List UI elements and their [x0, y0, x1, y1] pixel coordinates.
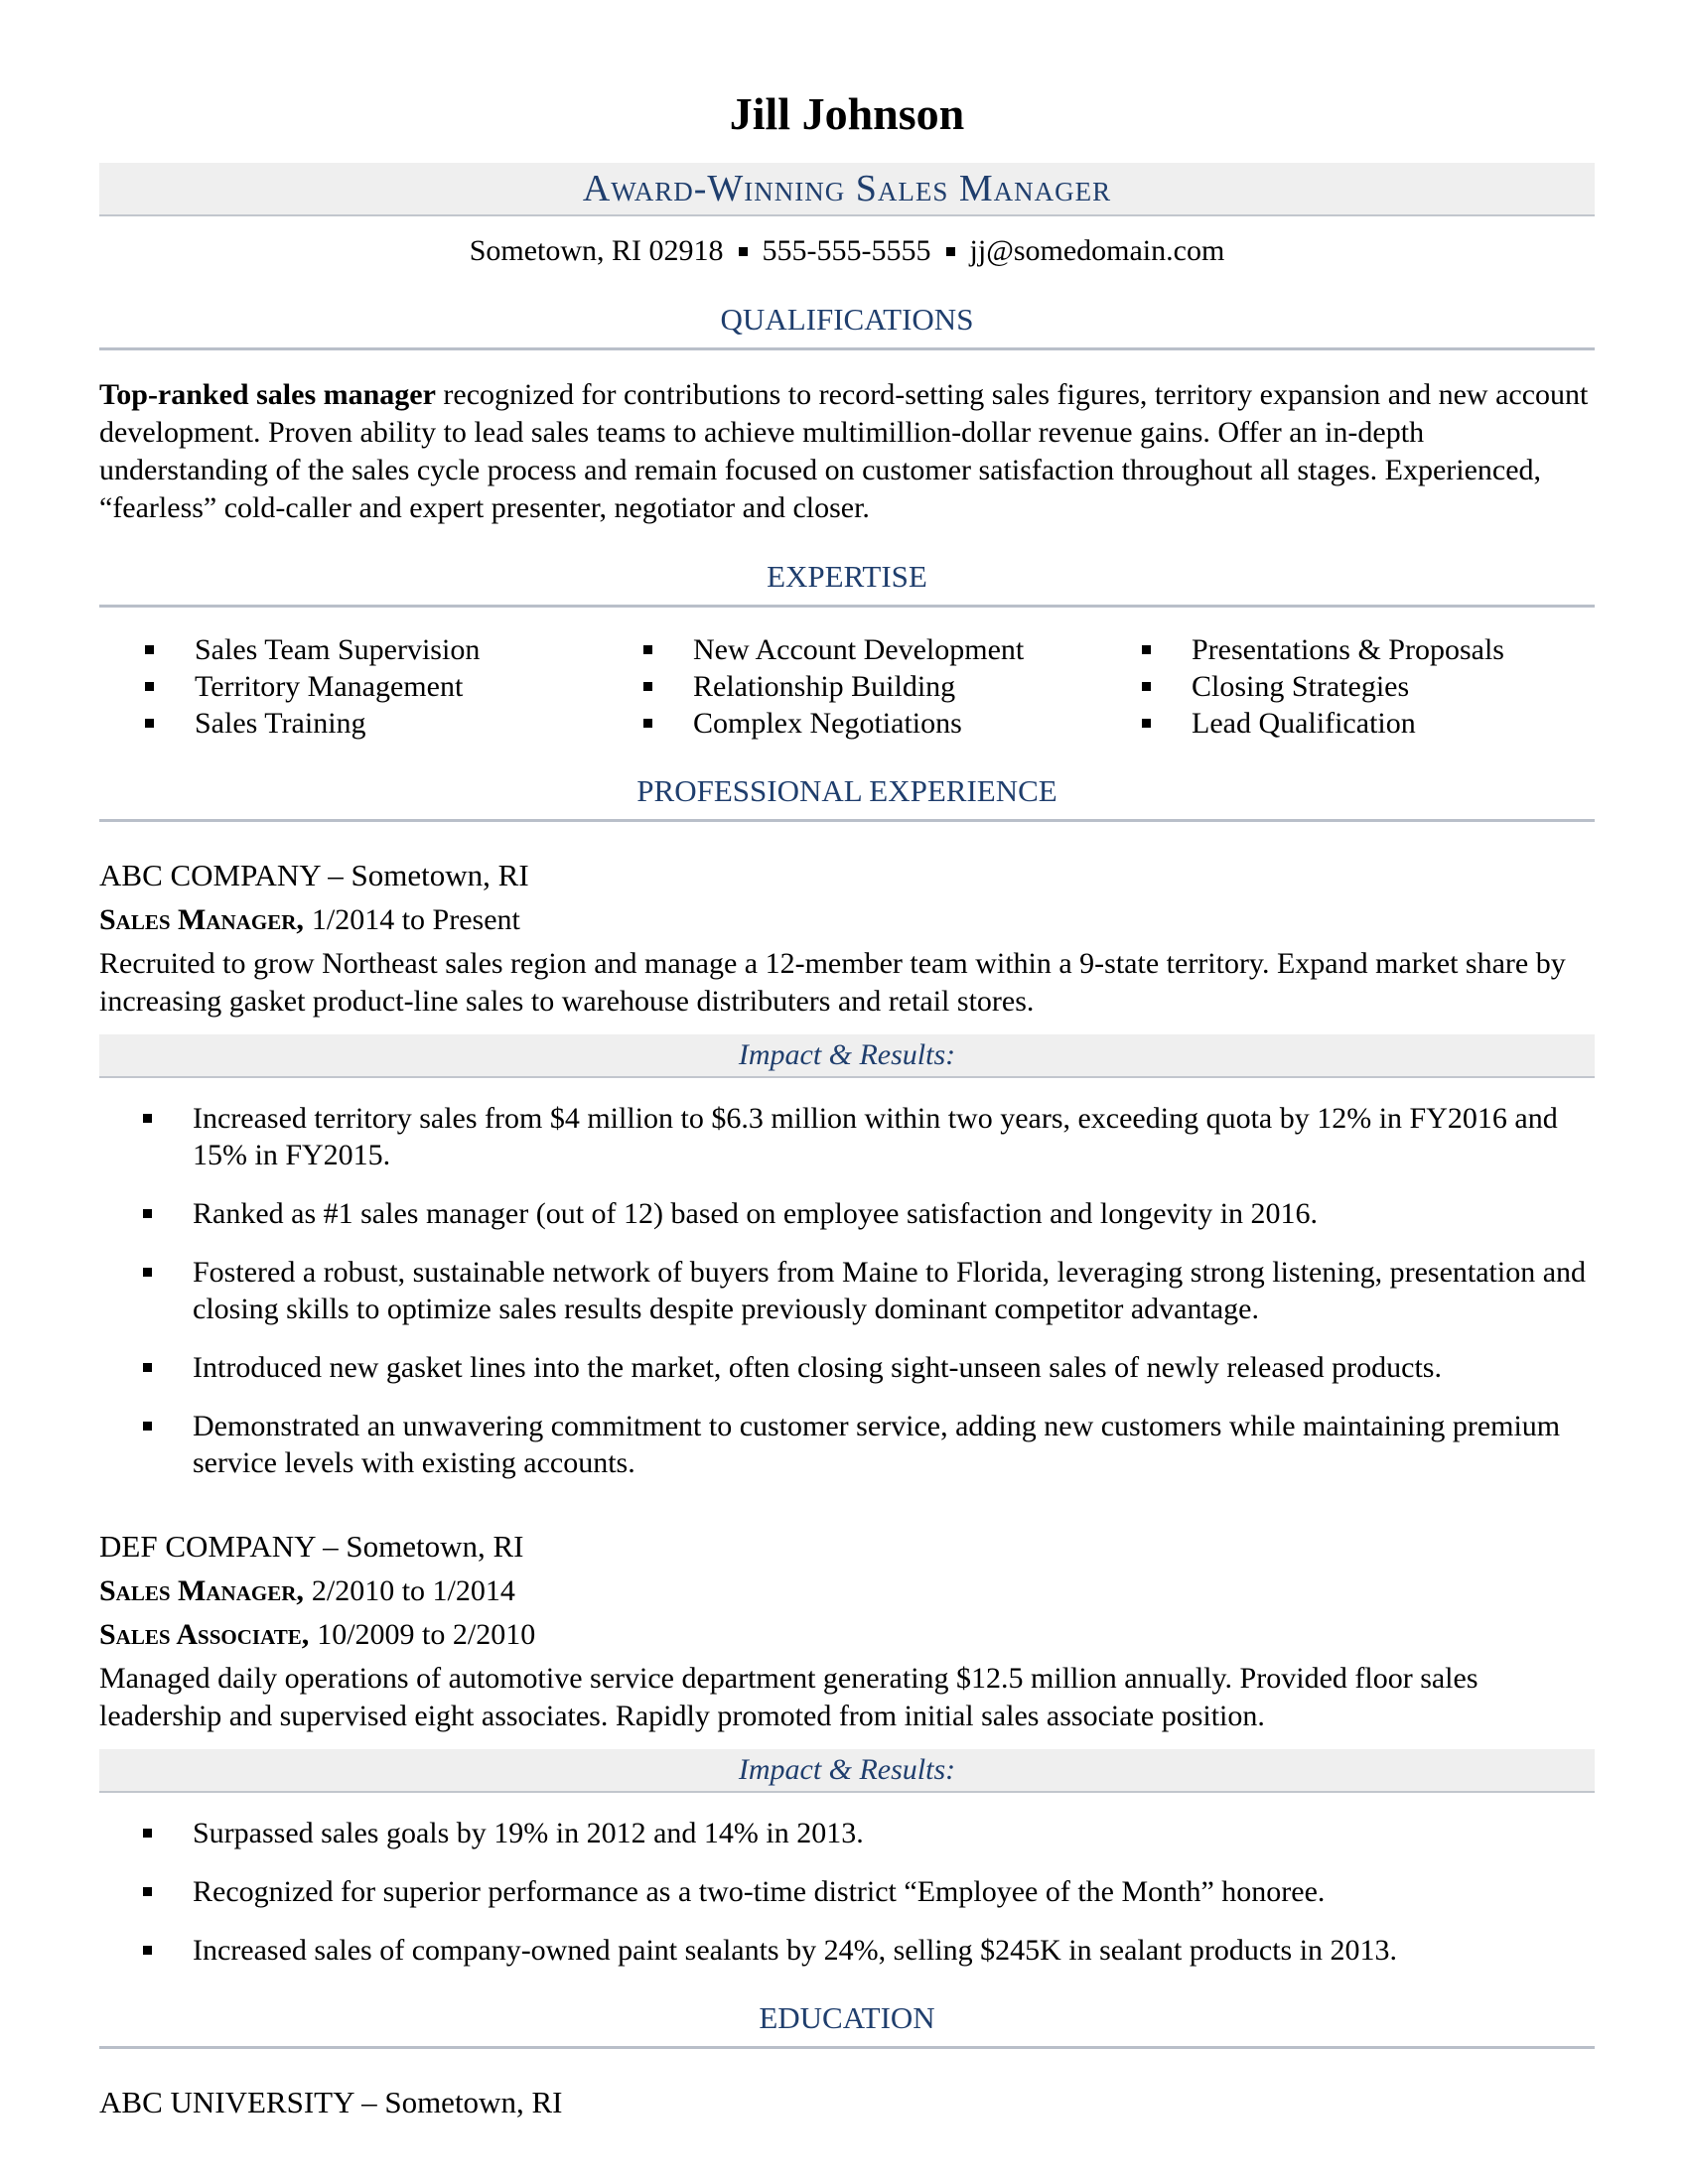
- job-title: Sales Manager,: [99, 1574, 304, 1607]
- qualifications-paragraph: [99, 376, 1595, 527]
- square-bullet-icon: [143, 1887, 152, 1896]
- list-item: [99, 1873, 1595, 1910]
- square-bullet-icon: [145, 645, 154, 654]
- list-item: [99, 1932, 1595, 1969]
- bullet-text: Surpassed sales goals by 19% in 2012 and 14% in 2013.: [193, 1817, 864, 1849]
- square-bullet-icon: [143, 1363, 152, 1372]
- job-summary: Managed daily operations of automotive service department generating $12.5 million annually. Provided floor sales leadership and supervised eight associates. Rapidly promoted from initial sales associate position.: [99, 1662, 1478, 1732]
- headline-text: Award-Winning Sales Manager: [582, 168, 1112, 209]
- company-line: ABC COMPANY – Sometown, RI: [99, 858, 529, 892]
- company-line: DEF COMPANY – Sometown, RI: [99, 1529, 524, 1564]
- job-dates: 10/2009 to 2/2010: [317, 1618, 536, 1651]
- square-separator-icon: [946, 247, 955, 256]
- job-role: [99, 901, 1595, 939]
- square-bullet-icon: [145, 719, 154, 728]
- list-item: [598, 631, 1096, 668]
- expertise-column: [99, 631, 598, 742]
- job-title: Sales Associate,: [99, 1618, 310, 1651]
- expertise-label: Closing Strategies: [1192, 670, 1410, 703]
- list-item: [99, 1254, 1595, 1327]
- section-heading-qualifications: QUALIFICATIONS: [99, 300, 1595, 350]
- bullet-text: Ranked as #1 sales manager (out of 12) based on employee satisfaction and longevity in 2016.: [193, 1197, 1319, 1230]
- square-bullet-icon: [143, 1114, 152, 1123]
- square-bullet-icon: [643, 682, 652, 691]
- list-item: [99, 668, 598, 705]
- job-entry-abc-company: [99, 856, 1595, 1481]
- bullet-text: Increased sales of company-owned paint sealants by 24%, selling $245K in sealant products in 2013.: [193, 1934, 1398, 1967]
- impact-results-label: Impact & Results:: [738, 1038, 956, 1071]
- square-bullet-icon: [143, 1829, 152, 1838]
- school-line: ABC UNIVERSITY – Sometown, RI: [99, 2085, 563, 2119]
- bullet-text: Increased territory sales from $4 million to $6.3 million within two years, exceeding quota by 12% in FY2016 and 15% in FY2015.: [193, 1102, 1558, 1171]
- expertise-column: [598, 631, 1096, 742]
- square-bullet-icon: [643, 645, 652, 654]
- list-item: [598, 668, 1096, 705]
- section-heading-education: EDUCATION: [99, 1998, 1595, 2049]
- expertise-label: New Account Development: [693, 633, 1025, 666]
- section-heading-expertise: EXPERTISE: [99, 557, 1595, 608]
- impact-results-banner: [99, 1749, 1595, 1793]
- list-item: [99, 1195, 1595, 1232]
- list-item: [598, 705, 1096, 742]
- expertise-label: Relationship Building: [693, 670, 956, 703]
- job-summary: Recruited to grow Northeast sales region and manage a 12-member team within a 9-state territory. Expand market share by increasing gasket product-line sales to warehouse distributers and retail stores.: [99, 947, 1566, 1018]
- square-bullet-icon: [1142, 719, 1151, 728]
- section-heading-experience: PROFESSIONAL EXPERIENCE: [99, 771, 1595, 822]
- square-bullet-icon: [143, 1268, 152, 1277]
- list-item: [99, 705, 598, 742]
- impact-results-label: Impact & Results:: [738, 1753, 956, 1786]
- headline-banner: [99, 163, 1595, 216]
- list-item: [1096, 668, 1595, 705]
- bullet-text: Introduced new gasket lines into the market, often closing sight-unseen sales of newly released products.: [193, 1351, 1442, 1384]
- square-bullet-icon: [143, 1946, 152, 1955]
- expertise-column: [1096, 631, 1595, 742]
- square-bullet-icon: [643, 719, 652, 728]
- expertise-label: Complex Negotiations: [693, 707, 962, 740]
- bullet-text: Demonstrated an unwavering commitment to customer service, adding new customers while maintaining premium service levels with existing accounts.: [193, 1410, 1561, 1479]
- list-item: [99, 1100, 1595, 1173]
- list-item: [99, 1349, 1595, 1386]
- bullet-text: Recognized for superior performance as a two-time district “Employee of the Month” honoree.: [193, 1875, 1326, 1908]
- expertise-label: Sales Training: [195, 707, 366, 740]
- list-item: [1096, 631, 1595, 668]
- expertise-label: Sales Team Supervision: [195, 633, 481, 666]
- list-item: [99, 631, 598, 668]
- expertise-label: Presentations & Proposals: [1192, 633, 1504, 666]
- list-item: [99, 1815, 1595, 1851]
- contact-email: jj@somedomain.com: [969, 234, 1225, 267]
- bullet-text: Fostered a robust, sustainable network of buyers from Maine to Florida, leveraging strong listening, presentation and closing skills to optimize sales results despite previously dominant competitor advantage.: [193, 1256, 1587, 1325]
- job-title: Sales Manager,: [99, 903, 304, 936]
- expertise-label: Territory Management: [195, 670, 464, 703]
- job-dates: 1/2014 to Present: [311, 903, 520, 936]
- square-bullet-icon: [143, 1422, 152, 1431]
- expertise-label: Lead Qualification: [1192, 707, 1416, 740]
- qualifications-lead: Top-ranked sales manager: [99, 378, 436, 411]
- job-dates: 2/2010 to 1/2014: [311, 1574, 515, 1607]
- contact-location: Sometown, RI 02918: [469, 234, 724, 267]
- square-bullet-icon: [145, 682, 154, 691]
- job-role: [99, 1572, 1595, 1610]
- square-bullet-icon: [1142, 682, 1151, 691]
- job-role: [99, 1616, 1595, 1654]
- square-bullet-icon: [1142, 645, 1151, 654]
- list-item: [1096, 705, 1595, 742]
- page-title: Jill Johnson: [729, 88, 965, 139]
- contact-phone: 555-555-5555: [762, 234, 931, 267]
- impact-results-banner: [99, 1034, 1595, 1078]
- qualifications-body: recognized for contributions to record-setting sales figures, territory expansion and new account development. Proven ability to lead sales teams to achieve multimillion-dollar revenue gains. Offer an in-depth understanding of the sales cycle process and remain focused on customer satisfaction throughout all stages. Experienced, “fearless” cold-caller and expert presenter, negotiator and closer.: [99, 378, 1589, 524]
- expertise-grid: [99, 631, 1595, 742]
- square-bullet-icon: [143, 1209, 152, 1218]
- contact-line: [99, 232, 1595, 270]
- job-entry-def-company: [99, 1527, 1595, 1969]
- list-item: [99, 1408, 1595, 1481]
- square-separator-icon: [739, 247, 748, 256]
